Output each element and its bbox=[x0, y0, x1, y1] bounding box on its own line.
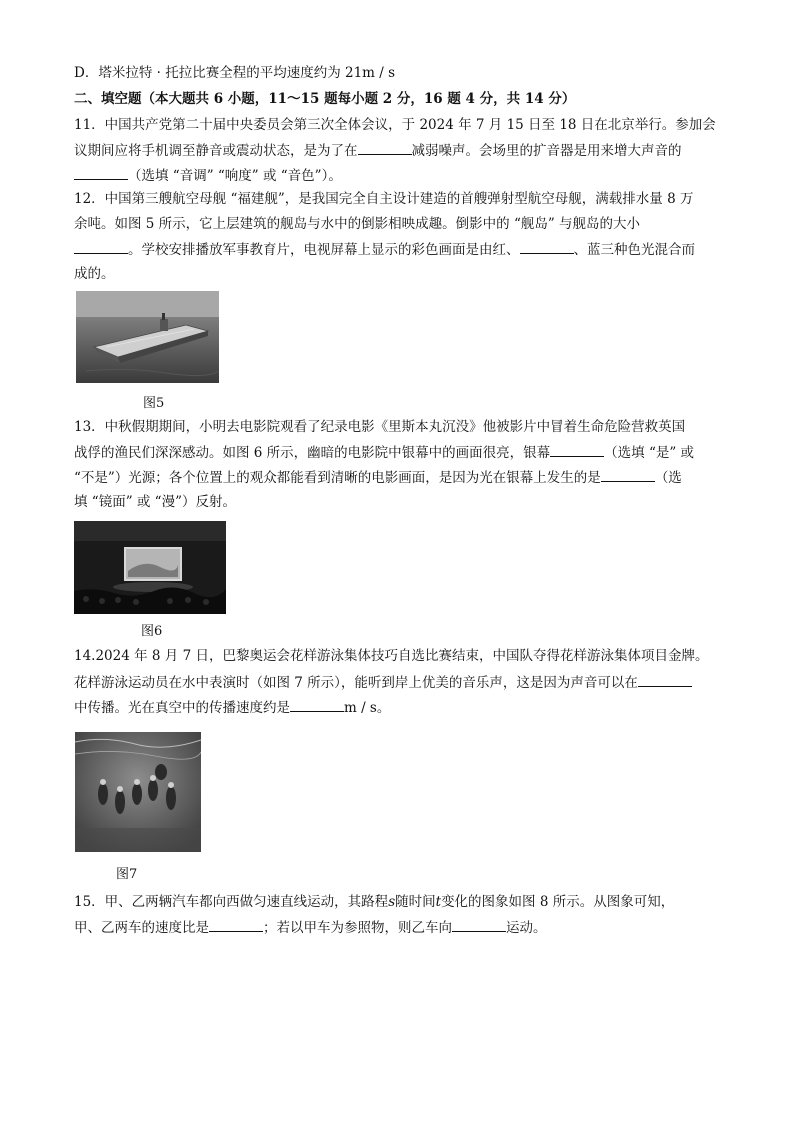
figure-6-cinema-photo bbox=[74, 521, 226, 614]
q13-text: “不是”）光源；各个位置上的观众都能看到清晰的电影画面，是因为光在银幕上发生的是 bbox=[74, 470, 601, 486]
answer-blank[interactable] bbox=[358, 141, 412, 155]
q12-line2 bbox=[74, 215, 640, 233]
q15-line1 bbox=[74, 893, 674, 911]
q13-line3 bbox=[74, 468, 682, 487]
answer-blank[interactable] bbox=[638, 673, 692, 687]
q14-text: 14.2024 年 8 月 7 日，巴黎奥运会花样游泳集体技巧自选比赛结束，中国队夺得花样游泳集体项目金牌。 bbox=[74, 648, 709, 664]
figure-5-caption bbox=[143, 396, 164, 412]
q14-line2 bbox=[74, 673, 692, 692]
figure-6-caption-text: 图6 bbox=[141, 624, 163, 639]
q11-text: 11．中国共产党第二十届中央委员会第三次全体会议，于 2024 年 7 月 15 日至 18 日在北京举行。参加会 bbox=[74, 117, 716, 133]
carrier-illustration bbox=[76, 291, 219, 383]
q13-line4 bbox=[74, 493, 236, 511]
q12-text: 余吨。如图 5 所示，它上层建筑的舰岛与水中的倒影相映成趣。倒影中的 “舰岛” 与舰岛的大小 bbox=[74, 216, 641, 232]
q13-text: 战俘的渔民们深深感动。如图 6 所示，幽暗的电影院中银幕中的画面很亮，银幕 bbox=[74, 445, 551, 461]
section-heading-text: 二、填空题（本大题共 6 小题，11～15 题每小题 2 分，16 题 4 分，共 14 分） bbox=[74, 91, 576, 107]
q15-text: 15．甲、乙两辆汽车都向西做匀速直线运动，其路程 bbox=[74, 894, 389, 910]
answer-blank[interactable] bbox=[550, 443, 604, 457]
q14-line3 bbox=[74, 698, 390, 717]
q13-text: （选 bbox=[654, 470, 682, 486]
q14-text: m / s。 bbox=[344, 700, 391, 716]
answer-blank[interactable] bbox=[74, 166, 128, 180]
q12-text: 12．中国第三艘航空母舰 “福建舰”，是我国完全自主设计建造的首艘弹射型航空母舰，满载排水量 8 万 bbox=[74, 191, 694, 207]
q13-line2 bbox=[74, 443, 694, 462]
swimming-illustration bbox=[75, 732, 201, 852]
section-heading bbox=[74, 90, 575, 108]
q15-variable-s: s bbox=[388, 894, 396, 910]
q12-line4 bbox=[74, 265, 115, 283]
q12-line3 bbox=[74, 240, 695, 259]
q11-text: 减弱噪声。会场里的扩音器是用来增大声音的 bbox=[411, 143, 682, 159]
q15-text: 变化的图象如图 8 所示。从图象可知， bbox=[441, 894, 675, 910]
answer-blank[interactable] bbox=[290, 698, 344, 712]
q12-line1 bbox=[74, 190, 693, 208]
q14-text: 中传播。光在真空中的传播速度约是 bbox=[74, 700, 290, 716]
q15-text: 随时间 bbox=[395, 894, 436, 910]
answer-blank[interactable] bbox=[209, 918, 263, 932]
q13-text: 13．中秋假期期间，小明去电影院观看了纪录电影《里斯本丸沉没》他被影片中冒着生命危险营救英国 bbox=[74, 419, 686, 435]
q13-text: （选填 “是” 或 bbox=[604, 445, 695, 461]
q13-line1 bbox=[74, 418, 685, 436]
figure-6-caption bbox=[141, 624, 162, 640]
answer-blank[interactable] bbox=[74, 240, 128, 254]
q13-text: 填 “镜面” 或 “漫”）反射。 bbox=[74, 494, 236, 510]
q11-line3 bbox=[74, 166, 342, 185]
q11-line2 bbox=[74, 141, 682, 160]
figure-5-caption-text: 图5 bbox=[143, 396, 165, 411]
q12-text: 、蓝三种色光混合而 bbox=[573, 242, 695, 258]
q11-text: （选填 “音调” “响度” 或 “音色”）。 bbox=[128, 168, 342, 184]
answer-blank[interactable] bbox=[520, 240, 574, 254]
figure-7-caption-text: 图7 bbox=[116, 867, 138, 882]
q12-text: 。学校安排播放军事教育片，电视屏幕上显示的彩色画面是由红、 bbox=[128, 242, 520, 258]
q14-text: 花样游泳运动员在水中表演时（如图 7 所示），能听到岸上优美的音乐声，这是因为声音可以在 bbox=[74, 675, 638, 691]
q14-line1 bbox=[74, 647, 708, 665]
answer-blank[interactable] bbox=[601, 468, 655, 482]
q15-line2 bbox=[74, 918, 547, 937]
q15-text: 甲、乙两车的速度比是 bbox=[74, 920, 209, 936]
option-d bbox=[74, 64, 395, 82]
q15-text: 运动。 bbox=[506, 920, 547, 936]
option-d-text: D．塔米拉特 · 托拉比赛全程的平均速度约为 21m / s bbox=[74, 65, 396, 81]
q11-line1 bbox=[74, 116, 716, 134]
q15-text: ；若以甲车为参照物，则乙车向 bbox=[263, 920, 452, 936]
figure-5-carrier-photo bbox=[76, 291, 219, 383]
q15-variable-t: t bbox=[435, 894, 442, 910]
answer-blank[interactable] bbox=[452, 918, 506, 932]
figure-7-swimming-photo bbox=[75, 732, 201, 852]
figure-7-caption bbox=[116, 867, 137, 883]
q12-text: 成的。 bbox=[74, 266, 115, 282]
cinema-illustration bbox=[74, 521, 226, 614]
q11-text: 议期间应将手机调至静音或震动状态，是为了在 bbox=[74, 143, 358, 159]
